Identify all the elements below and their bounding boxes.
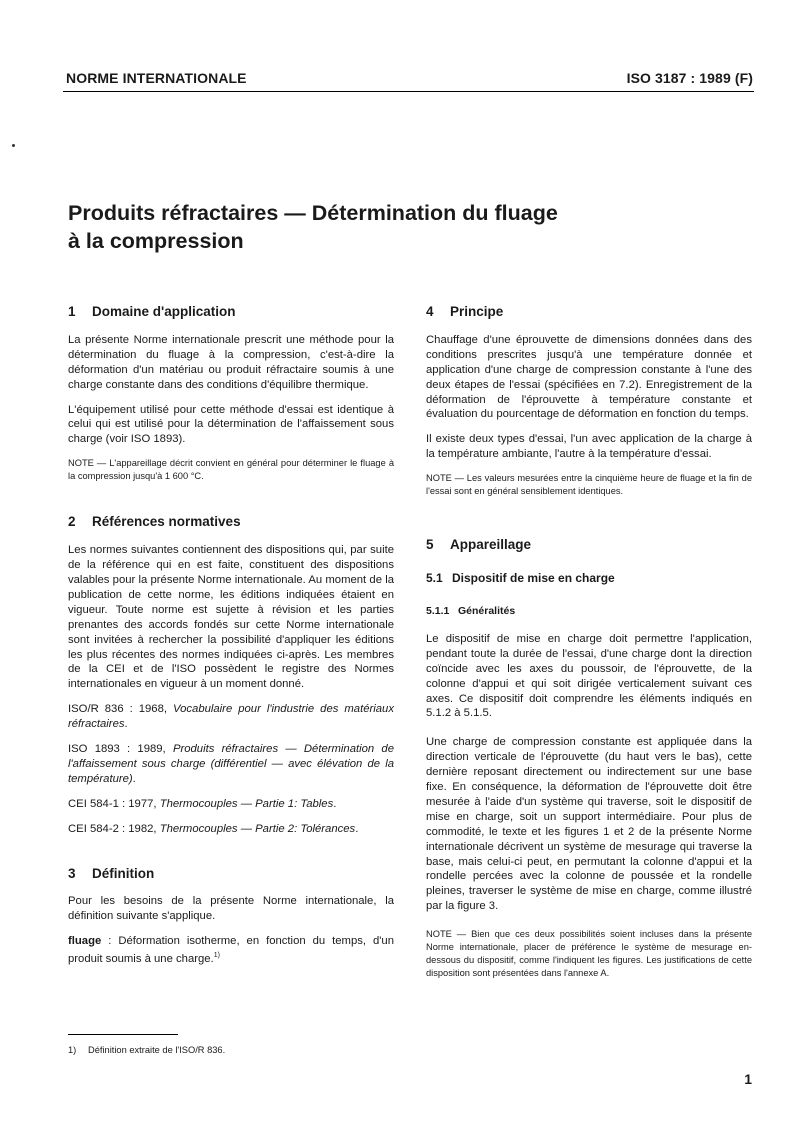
s5-paragraph-2: Une charge de compression constante est appliquée dans la direction verticale de l'éprouvette (du haut vers le bas), cette dernière reposant directement ou indirectement sur une base fixe. En conséquence, la déformation de l'éprouvette doit être mesurée à l'aide d'un système qui traverse, soit le dispositif de mise en charge, soit un support intermédiaire. Pour plus de commodité, le texte et les figures 1 et 2 de la présente Norme internationale décrivent un système de mesurage qui traverse la base, mais celui-ci peut, en permutant la colonne d'appui et la rondelle percées avec la colonne de poussée et la rondelle pleines, traverser le système de mise en charge, comme illustré par la figure 3. (426, 736, 752, 913)
s1-paragraph-1: La présente Norme internationale prescrit une méthode pour la détermination du fluage à la compression, c'est-à-dire la déformation d'un matériau ou produit réfractaire soumis à une charge constante dans des conditions d'équilibre thermique. (68, 333, 394, 391)
reference-cei-584-1: CEI 584-1 : 1977, Thermocouples — Partie 1: Tables. (68, 797, 337, 810)
reference-iso-r-836: ISO/R 836 : 1968, Vocabulaire pour l'industrie des matériaux réfractaires. (68, 703, 394, 731)
title-line-1: Produits réfractaires — Détermination du fluage (68, 201, 558, 225)
s5-note: NOTE — Bien que ces deux possibilités soient incluses dans la présente Norme internationale, placer de préférence le système de mesurage en-dessous du dispositif, comme l'indiquent les figures. Les justifications de cette disposition sont présentées dans l'annexe A. (426, 929, 752, 979)
header-left: NORME INTERNATIONALE (66, 70, 247, 86)
title-line-2: à la compression (68, 229, 244, 253)
section-4-heading: 4 Principe (426, 304, 504, 319)
s4-paragraph-1: Chauffage d'une éprouvette de dimensions données dans des conditions prescrites jusqu'à une température donnée et application d'une charge de compression constante à l'une des deux étapes de l'essai (spécifiées en 7.2). Enregistrement de la déformation de l'éprouvette à température constante et évaluation du pourcentage de déformation en fonction du temps. (426, 333, 752, 421)
header-rule (63, 91, 754, 92)
s3-paragraph-1: Pour les besoins de la présente Norme internationale, la définition suivante s'applique. (68, 895, 394, 923)
section-3-heading: 3 Définition (68, 865, 155, 881)
section-5-heading: 5 Appareillage (426, 537, 532, 553)
section-1-heading: 1 Domaine d'application (68, 304, 236, 319)
page-number: 1 (744, 1071, 752, 1087)
left-column (68, 305, 394, 967)
definition-fluage: fluage : Déformation isotherme, en fonction du temps, d'un produit soumis à une charge.$^{1)}$ (68, 935, 394, 965)
section-5-1-heading: 5.1 Dispositif de mise en charge (426, 571, 615, 586)
page-title (68, 199, 558, 255)
reference-cei-584-2: CEI 584-2 : 1982, Thermocouples — Partie 2: Tolérances. (68, 822, 359, 835)
s1-paragraph-2: L'équipement utilisé pour cette méthode d'essai est identique à celui qui est utilisé pour la détermination de l'affaissement sous charge (voir ISO 1893). (68, 403, 394, 446)
s5-paragraph-1: Le dispositif de mise en charge doit permettre l'application, pendant toute la durée de l'essai, d'une charge dont la direction coïncide avec les axes du poussoir, de l'éprouvette, de la colonne d'appui et qui soit dirigée verticalement suivant ces axes. Ce dispositif doit comprendre les éléments indiqués en 5.1.2 à 5.1.5. (426, 632, 752, 720)
footnote: 1) Définition extraite de l'ISO/R 836. (68, 1045, 226, 1055)
s4-note: NOTE — Les valeurs mesurées entre la cinquième heure de fluage et la fin de l'essai sont en général sensiblement identiques. (426, 473, 752, 497)
footnote-ref: 1) (213, 952, 220, 960)
s4-paragraph-2: Il existe deux types d'essai, l'un avec application de la charge à la température ambiante, l'autre à la température d'essai. (426, 433, 752, 461)
footnote-rule (68, 1034, 178, 1035)
section-5-1-1-heading: 5.1.1 Généralités (426, 604, 516, 617)
s1-note: NOTE — L'appareillage décrit convient en général pour déterminer le fluage à la compression jusqu'à 1 600 °C. (68, 458, 394, 482)
section-2-heading: 2 Références normatives (68, 514, 241, 530)
reference-iso-1893: ISO 1893 : 1989, Produits réfractaires — Détermination de l'affaissement sous charge (différentiel — avec élévation de la température). (68, 743, 394, 785)
s2-paragraph-1: Les normes suivantes contiennent des dispositions qui, par suite de la référence qui en est faite, constituent des dispositions valables pour la présente Norme internationale. Au moment de la publication de cette norme, les éditions indiquées étaient en vigueur. Toute norme est sujette à révision et les parties prenantes des accords fondés sur cette Norme internationale sont invitées à rechercher la possibilité d'appliquer les éditions les plus récentes des normes indiquées ci-après. Les membres de la CEI et de l'ISO possèdent le registre des Normes internationales en vigueur à un moment donné. (68, 544, 394, 691)
scan-dot (12, 144, 15, 147)
right-column (426, 305, 752, 980)
header-right: ISO 3187 : 1989 (F) (626, 70, 753, 86)
